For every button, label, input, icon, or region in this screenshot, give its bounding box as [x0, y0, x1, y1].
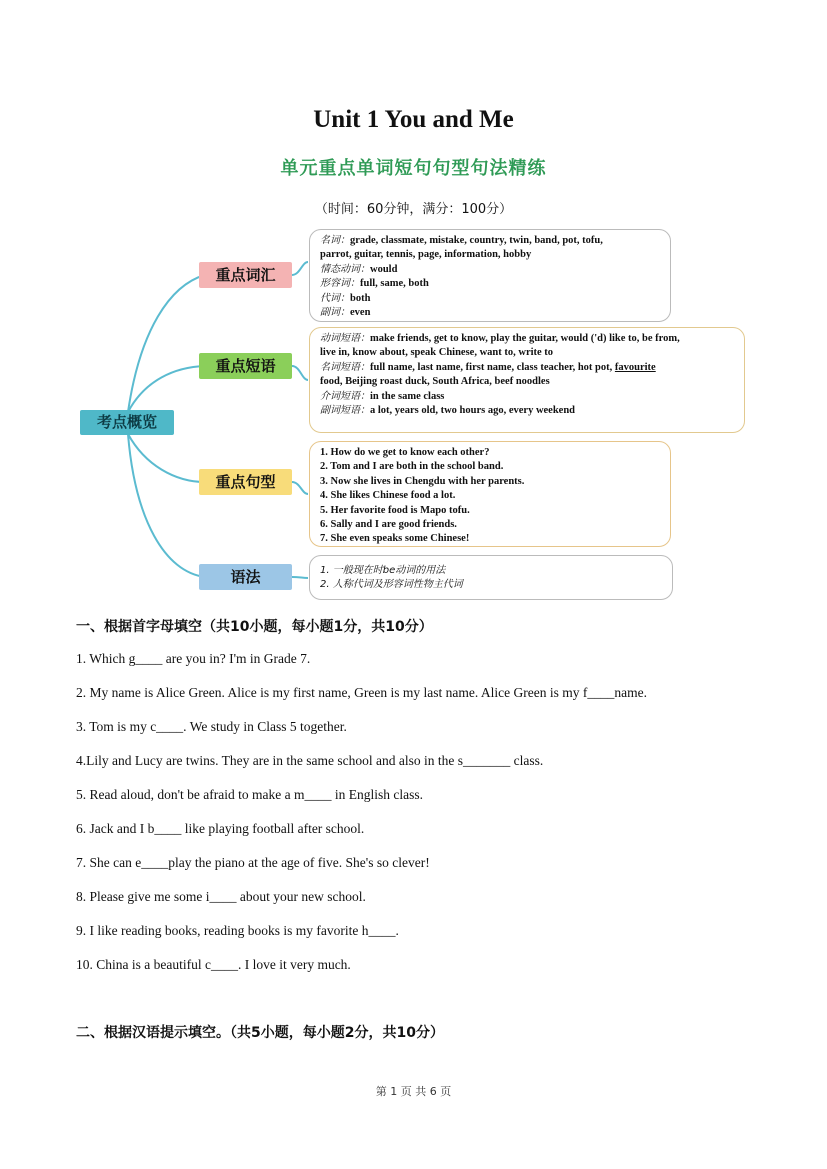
page-footer: 第 1 页 共 6 页	[375, 1085, 452, 1098]
section1-heading: 一、根据首字母填空（共10小题，每小题1分，共10分）	[76, 619, 433, 635]
question-item: 4.Lily and Lucy are twins. They are in the same school and also in the s_______ class.	[76, 753, 544, 768]
phrase-line: 副词短语：a lot, years old, two hours ago, every weekend	[320, 405, 576, 417]
phrase-line: 名词短语：full name, last name, first name, class teacher, hot pot, favourite	[320, 361, 656, 373]
question-item: 7. She can e____play the piano at the age of five. She's so clever!	[76, 855, 430, 870]
section2-heading: 二、根据汉语提示填空。（共5小题，每小题2分，共10分）	[76, 1025, 444, 1041]
branch-sentences-label: 重点句型	[199, 469, 292, 495]
grammar-line: 2. 人称代词及形容词性物主代词	[320, 579, 463, 591]
sentence-line: 1. How do we get to know each other?	[320, 447, 490, 458]
branch-grammar-label: 语法	[199, 564, 292, 590]
vocab-line: 代词：both	[320, 292, 371, 304]
branch-vocab-label: 重点词汇	[199, 262, 292, 288]
question-item: 10. China is a beautiful c____. I love it very much.	[76, 957, 351, 972]
sentence-line: 4. She likes Chinese food a lot.	[320, 490, 456, 502]
vocab-line: 形容词：full, same, both	[320, 278, 429, 290]
branch-phrases-label: 重点短语	[199, 353, 292, 379]
phrase-line: food, Beijing roast duck, South Africa, beef noodles	[320, 376, 550, 388]
question-item: 3. Tom is my c____. We study in Class 5 together.	[76, 719, 347, 734]
vocab-box	[309, 229, 671, 322]
sentence-line: 2. Tom and I are both in the school band.	[320, 461, 504, 473]
time-info: （时间：60分钟，满分：100分）	[314, 202, 513, 217]
question-item: 6. Jack and I b____ like playing football after school.	[76, 821, 365, 836]
page-title: Unit 1 You and Me	[313, 106, 514, 133]
question-item: 1. Which g____ are you in? I'm in Grade 7.	[76, 651, 311, 666]
question-item: 8. Please give me some i____ about your new school.	[76, 889, 366, 904]
sentence-line: 7. She even speaks some Chinese!	[320, 533, 470, 545]
connector-grammar	[128, 434, 308, 578]
sentence-line: 3. Now she lives in Chengdu with her parents.	[320, 475, 525, 487]
mindmap-root: 考点概览	[80, 410, 174, 435]
question-item: 2. My name is Alice Green. Alice is my first name, Green is my last name. Alice Green is my f____name.	[76, 685, 647, 700]
phrase-line: 动词短语：make friends, get to know, play the guitar, would ('d) like to, be from,	[320, 333, 680, 344]
question-item: 9. I like reading books, reading books is my favorite h____.	[76, 923, 399, 938]
sentence-line: 6. Sally and I are good friends.	[320, 519, 457, 531]
sentences-box	[309, 441, 671, 547]
vocab-line: 情态动词：would	[320, 263, 398, 275]
grammar-line: 1. 一般现在时be动词的用法	[320, 565, 446, 576]
phrase-line: live in, know about, speak Chinese, want to, write to	[320, 347, 554, 359]
vocab-line: 名词：grade, classmate, mistake, country, twin, band, pot, tofu,	[320, 235, 603, 246]
phrase-line: 介词短语：in the same class	[320, 390, 445, 402]
question-item: 5. Read aloud, don't be afraid to make a m____ in English class.	[76, 787, 423, 802]
phrases-box	[309, 327, 745, 433]
vocab-line: parrot, guitar, tennis, page, information, hobby	[320, 249, 532, 261]
page-subtitle: 单元重点单词短句句型句法精练	[280, 158, 547, 179]
sentence-line: 5. Her favorite food is Mapo tofu.	[320, 504, 470, 516]
grammar-box	[309, 555, 673, 600]
vocab-line: 副词：even	[320, 307, 371, 319]
